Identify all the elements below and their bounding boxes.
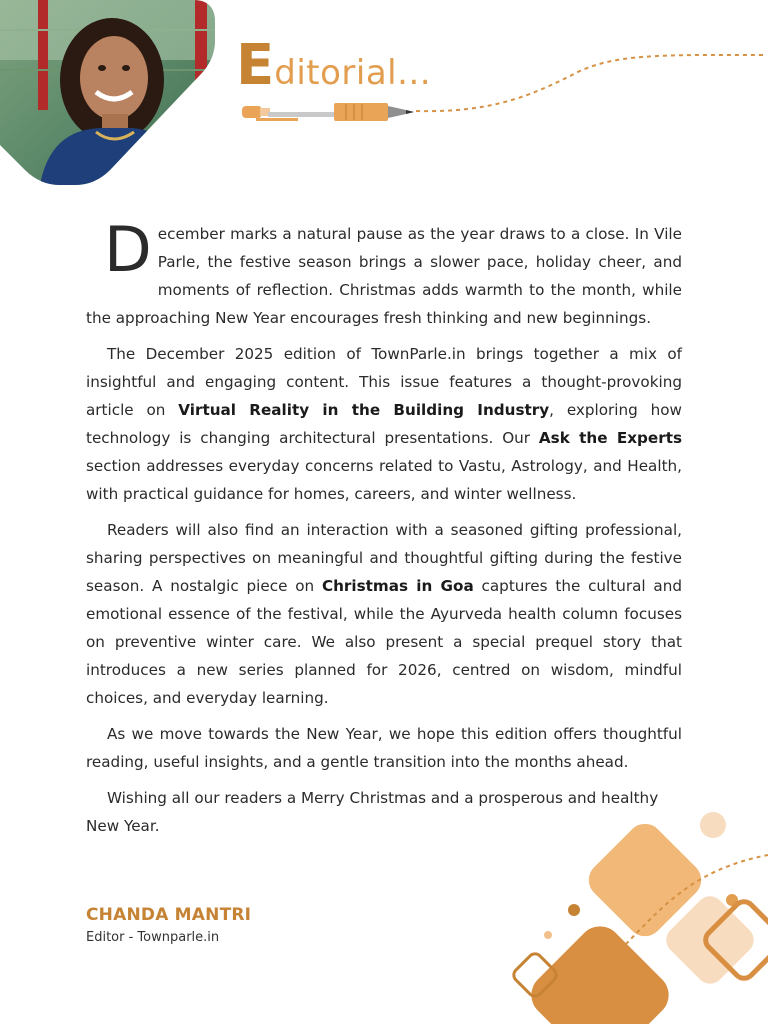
- paragraph-1: [86, 213, 682, 332]
- highlight-christmas-goa: Christmas in Goa: [321, 577, 474, 595]
- editorial-body: [86, 213, 683, 848]
- pen-icon: [238, 96, 418, 130]
- paragraph-5: Wishing all our readers a Merry Christmas and a prosperous and healthy New Year.: [86, 789, 659, 835]
- paragraph-3-text-a: Readers will also find an interaction with a seasoned gifting professional, sharing perspectives on meaningful and thoughtful gifting during the festive season. A nostalgic piece on: [86, 521, 682, 595]
- paragraph-2: [86, 340, 682, 508]
- decor-circle-brown: [568, 904, 580, 916]
- paragraph-2-text-b: , exploring how technology is changing architectural presentations. Our: [86, 401, 682, 447]
- paragraph-2-text-c: section addresses everyday concerns related to Vastu, Astrology, and Health, with practical guidance for homes, careers, and winter wellness.: [86, 457, 682, 503]
- paragraph-3-text-b: captures the cultural and emotional essence of the festival, while the Ayurveda health column focuses on preventive winter care. We also present a special prequel story that introduces a new series planned for 2026, centred on wisdom, mindful choices, and everyday learning.: [86, 577, 683, 707]
- decor-circle-large: [700, 812, 726, 838]
- paragraph-2-text-a: The December 2025 edition of TownParle.in brings together a mix of insightful and engaging content. This issue features a thought-provoking article on: [86, 345, 682, 419]
- title-initial: E: [236, 33, 275, 98]
- paragraph-3: [86, 516, 682, 712]
- title-rest: ditorial...: [274, 53, 432, 93]
- decor-circle-small: [544, 931, 552, 939]
- paragraph-1-text: ecember marks a natural pause as the year draws to a close. In Vile Parle, the festive season brings a slower pace, holiday cheer, and moments of reflection. Christmas adds warmth to the month, while the approaching New Year encourages fresh thinking and new beginnings.: [86, 225, 682, 327]
- dashed-curve-decoration: [412, 45, 768, 125]
- decorative-shapes: [500, 810, 768, 1024]
- editor-role: Editor - Townparle.in: [86, 930, 220, 945]
- highlight-vr-article: Virtual Reality in the Building Industry: [178, 401, 550, 419]
- paragraph-4: As we move towards the New Year, we hope this edition offers thoughtful reading, useful insights, and a gentle transition into the months ahead.: [86, 725, 682, 771]
- editor-name: CHANDA MANTRI: [86, 905, 252, 925]
- drop-cap: D: [104, 213, 152, 286]
- highlight-ask-experts: Ask the Experts: [538, 429, 682, 447]
- page-title: [236, 33, 432, 98]
- editor-photo: [0, 0, 215, 185]
